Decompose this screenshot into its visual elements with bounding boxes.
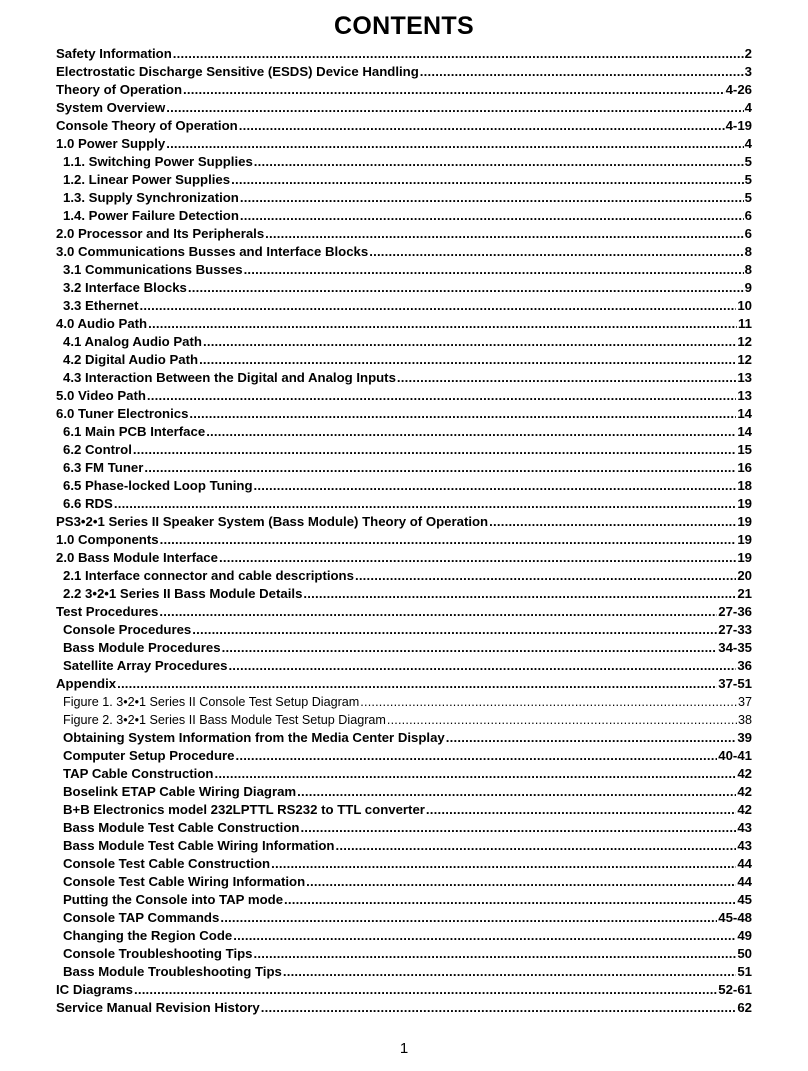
table-of-contents — [56, 45, 752, 1017]
dot-leader — [446, 729, 737, 747]
toc-entry[interactable] — [56, 117, 752, 135]
dot-leader — [420, 63, 744, 81]
toc-entry-label: 3.1 Communications Busses — [63, 262, 243, 277]
toc-entry[interactable] — [56, 567, 752, 585]
dot-leader — [214, 765, 736, 783]
toc-entry[interactable] — [56, 765, 752, 783]
dot-leader — [261, 999, 737, 1017]
toc-entry[interactable] — [56, 261, 752, 279]
dot-leader — [426, 801, 736, 819]
toc-entry[interactable] — [56, 891, 752, 909]
toc-entry-page: 43 — [737, 838, 752, 853]
toc-entry-label: 2.2 3•2•1 Series II Bass Module Details — [63, 586, 303, 601]
toc-entry[interactable] — [56, 747, 752, 765]
toc-entry[interactable] — [56, 873, 752, 891]
dot-leader — [114, 495, 736, 513]
toc-entry-label: Test Procedures — [56, 604, 159, 619]
toc-entry[interactable] — [56, 999, 752, 1017]
toc-entry-label: Bass Module Test Cable Wiring Information — [63, 838, 335, 853]
toc-entry[interactable] — [56, 81, 752, 99]
toc-entry-label: Console Procedures — [63, 622, 192, 637]
toc-entry-label: 6.1 Main PCB Interface — [63, 424, 206, 439]
toc-entry-label: 4.3 Interaction Between the Digital and Analog Inputs — [63, 370, 396, 385]
toc-entry-label: Bass Module Test Cable Construction — [63, 820, 300, 835]
toc-entry-page: 16 — [737, 460, 752, 475]
toc-entry-label: Safety Information — [56, 46, 172, 61]
toc-entry-page: 40-41 — [718, 748, 752, 763]
dot-leader — [397, 369, 736, 387]
toc-entry-label: B+B Electronics model 232LPTTL RS232 to TTL converter — [63, 802, 425, 817]
toc-entry-label: Boselink ETAP Cable Wiring Diagram — [63, 784, 297, 799]
toc-entry-label: Theory of Operation — [56, 82, 183, 97]
toc-entry-page: 39 — [737, 730, 752, 745]
dot-leader — [166, 135, 743, 153]
toc-entry[interactable] — [56, 819, 752, 837]
toc-entry-page: 3 — [744, 64, 752, 79]
toc-entry[interactable] — [56, 621, 752, 639]
toc-entry-label: Satellite Array Procedures — [63, 658, 228, 673]
toc-entry[interactable] — [56, 171, 752, 189]
dot-leader — [140, 297, 737, 315]
toc-entry-page: 19 — [737, 532, 752, 547]
toc-entry[interactable] — [56, 351, 752, 369]
toc-entry-page: 18 — [737, 478, 752, 493]
toc-entry-page: 62 — [737, 1000, 752, 1015]
toc-entry-page: 5 — [744, 154, 752, 169]
toc-entry[interactable] — [56, 639, 752, 657]
toc-entry-label: Service Manual Revision History — [56, 1000, 260, 1015]
dot-leader — [240, 189, 744, 207]
toc-entry[interactable] — [56, 783, 752, 801]
dot-leader — [300, 819, 736, 837]
toc-entry[interactable] — [56, 657, 752, 675]
toc-entry-page: 36 — [737, 658, 752, 673]
dot-leader — [188, 279, 744, 297]
dot-leader — [283, 963, 736, 981]
toc-entry-label: Console Troubleshooting Tips — [63, 946, 253, 961]
toc-entry-page: 13 — [737, 370, 752, 385]
toc-entry-page: 10 — [737, 298, 752, 313]
dot-leader — [222, 639, 718, 657]
toc-entry-page: 42 — [737, 802, 752, 817]
toc-entry[interactable] — [56, 585, 752, 603]
toc-entry[interactable] — [56, 477, 752, 495]
toc-entry-label: PS3•2•1 Series II Speaker System (Bass Module) Theory of Operation — [56, 514, 489, 529]
toc-entry-page: 52-61 — [718, 982, 752, 997]
toc-entry-label: 1.3. Supply Synchronization — [63, 190, 239, 205]
toc-entry-label: 4.0 Audio Path — [56, 316, 148, 331]
dot-leader — [254, 477, 737, 495]
dot-leader — [192, 621, 717, 639]
toc-entry-page: 43 — [737, 820, 752, 835]
toc-entry-label: 1.2. Linear Power Supplies — [63, 172, 231, 187]
dot-leader — [228, 657, 736, 675]
toc-entry-label: System Overview — [56, 100, 166, 115]
toc-entry[interactable] — [56, 99, 752, 117]
toc-entry-page: 51 — [737, 964, 752, 979]
toc-entry-label: Changing the Region Code — [63, 928, 233, 943]
dot-leader — [355, 567, 736, 585]
toc-entry-page: 27-33 — [718, 622, 752, 637]
toc-entry[interactable] — [56, 243, 752, 261]
toc-entry-page: 5 — [744, 190, 752, 205]
toc-entry-label: 3.0 Communications Busses and Interface Blocks — [56, 244, 369, 259]
toc-entry-page: 42 — [737, 766, 752, 781]
toc-entry-page: 13 — [737, 388, 752, 403]
dot-leader — [335, 837, 736, 855]
toc-entry-label: 1.4. Power Failure Detection — [63, 208, 239, 223]
toc-entry-page: 14 — [737, 424, 752, 439]
dot-leader — [134, 981, 717, 999]
toc-entry[interactable] — [56, 153, 752, 171]
toc-entry-page: 50 — [737, 946, 752, 961]
toc-entry-page: 8 — [744, 262, 752, 277]
toc-entry-label: 5.0 Video Path — [56, 388, 146, 403]
toc-entry-page: 9 — [744, 280, 752, 295]
dot-leader — [199, 351, 736, 369]
toc-entry[interactable] — [56, 333, 752, 351]
dot-leader — [489, 513, 736, 531]
toc-entry-label: 1.0 Power Supply — [56, 136, 166, 151]
page-number: 1 — [399, 1040, 409, 1057]
toc-entry[interactable] — [56, 387, 752, 405]
toc-entry-label: 6.3 FM Tuner — [63, 460, 144, 475]
dot-leader — [284, 891, 736, 909]
dot-leader — [159, 603, 717, 621]
dot-leader — [387, 711, 737, 729]
toc-entry-label: 1.1. Switching Power Supplies — [63, 154, 253, 169]
toc-entry-page: 12 — [737, 352, 752, 367]
toc-entry-page: 45 — [737, 892, 752, 907]
dot-leader — [219, 549, 736, 567]
toc-entry-label: Computer Setup Procedure — [63, 748, 235, 763]
toc-entry[interactable] — [56, 315, 752, 333]
toc-entry-page: 19 — [737, 514, 752, 529]
toc-entry-label: 4.2 Digital Audio Path — [63, 352, 199, 367]
toc-entry[interactable] — [56, 63, 752, 81]
toc-entry-label: Bass Module Troubleshooting Tips — [63, 964, 282, 979]
toc-entry[interactable] — [56, 855, 752, 873]
toc-entry-page: 6 — [744, 226, 752, 241]
toc-entry[interactable] — [56, 189, 752, 207]
toc-entry-page: 19 — [737, 496, 752, 511]
dot-leader — [239, 117, 725, 135]
dot-leader — [231, 171, 744, 189]
toc-entry-label: Console TAP Commands — [63, 910, 220, 925]
dot-leader — [173, 45, 744, 63]
toc-entry[interactable] — [56, 405, 752, 423]
toc-entry-page: 44 — [737, 856, 752, 871]
dot-leader — [117, 675, 717, 693]
toc-entry-page: 6 — [744, 208, 752, 223]
toc-entry-label: 6.2 Control — [63, 442, 132, 457]
toc-entry-label: Console Test Cable Construction — [63, 856, 271, 871]
toc-entry-label: 3.3 Ethernet — [63, 298, 139, 313]
toc-entry-page: 4 — [744, 136, 752, 151]
dot-leader — [166, 99, 743, 117]
toc-entry-label: Obtaining System Information from the Media Center Display — [63, 730, 445, 745]
toc-entry-page: 37-51 — [718, 676, 752, 691]
dot-leader — [254, 945, 737, 963]
toc-entry-page: 12 — [737, 334, 752, 349]
dot-leader — [144, 459, 736, 477]
dot-leader — [271, 855, 736, 873]
toc-entry-label: 4.1 Analog Audio Path — [63, 334, 202, 349]
toc-entry[interactable] — [56, 603, 752, 621]
toc-entry-label: 2.1 Interface connector and cable descriptions — [63, 568, 354, 583]
toc-entry-page: 44 — [737, 874, 752, 889]
dot-leader — [148, 315, 737, 333]
dot-leader — [360, 693, 737, 711]
toc-entry[interactable] — [56, 531, 752, 549]
toc-entry[interactable] — [56, 981, 752, 999]
toc-entry-page: 34-35 — [718, 640, 752, 655]
dot-leader — [183, 81, 725, 99]
dot-leader — [147, 387, 736, 405]
toc-entry[interactable] — [56, 207, 752, 225]
toc-entry[interactable] — [56, 135, 752, 153]
toc-entry[interactable] — [56, 963, 752, 981]
toc-entry[interactable] — [56, 441, 752, 459]
toc-entry[interactable] — [56, 927, 752, 945]
toc-entry-page: 4-26 — [725, 82, 752, 97]
toc-entry[interactable] — [56, 513, 752, 531]
page-title: CONTENTS — [334, 12, 474, 40]
dot-leader — [297, 783, 736, 801]
toc-entry-label: IC Diagrams — [56, 982, 133, 997]
toc-entry-page: 5 — [744, 172, 752, 187]
toc-entry[interactable] — [56, 297, 752, 315]
dot-leader — [254, 153, 744, 171]
toc-entry-page: 8 — [744, 244, 752, 259]
toc-entry-label: TAP Cable Construction — [63, 766, 214, 781]
toc-entry[interactable] — [56, 45, 752, 63]
dot-leader — [244, 261, 744, 279]
dot-leader — [233, 927, 736, 945]
toc-entry-label: Putting the Console into TAP mode — [63, 892, 284, 907]
toc-entry[interactable] — [56, 693, 752, 711]
dot-leader — [160, 531, 737, 549]
toc-entry[interactable] — [56, 801, 752, 819]
toc-entry-page: 14 — [737, 406, 752, 421]
toc-entry[interactable] — [56, 279, 752, 297]
dot-leader — [240, 207, 744, 225]
dot-leader — [203, 333, 736, 351]
toc-entry[interactable] — [56, 549, 752, 567]
dot-leader — [189, 405, 736, 423]
toc-entry-label: Electrostatic Discharge Sensitive (ESDS) Device Handling — [56, 64, 419, 79]
toc-entry-label: 6.5 Phase-locked Loop Tuning — [63, 478, 253, 493]
toc-entry-label: Console Theory of Operation — [56, 118, 238, 133]
toc-entry-label: 3.2 Interface Blocks — [63, 280, 187, 295]
toc-entry-page: 27-36 — [718, 604, 752, 619]
toc-entry-label: 6.6 RDS — [63, 496, 113, 511]
toc-entry-page: 2 — [744, 46, 752, 61]
toc-entry-page: 4-19 — [725, 118, 752, 133]
toc-entry-label: Bass Module Procedures — [63, 640, 221, 655]
toc-entry-page: 11 — [738, 316, 752, 331]
toc-entry[interactable] — [56, 459, 752, 477]
toc-entry[interactable] — [56, 369, 752, 387]
toc-entry-label: Figure 1. 3•2•1 Series II Console Test Setup Diagram — [63, 695, 360, 709]
dot-leader — [220, 909, 717, 927]
toc-entry-label: Appendix — [56, 676, 117, 691]
toc-entry-label: 2.0 Processor and Its Peripherals — [56, 226, 265, 241]
dot-leader — [265, 225, 743, 243]
toc-entry[interactable] — [56, 711, 752, 729]
toc-entry-page: 19 — [737, 550, 752, 565]
toc-entry-label: Figure 2. 3•2•1 Series II Bass Module Test Setup Diagram — [63, 713, 386, 727]
toc-entry-page: 15 — [737, 442, 752, 457]
toc-entry-page: 21 — [737, 586, 752, 601]
dot-leader — [303, 585, 736, 603]
toc-entry-label: 2.0 Bass Module Interface — [56, 550, 218, 565]
toc-entry-page: 42 — [737, 784, 752, 799]
toc-entry-label: Console Test Cable Wiring Information — [63, 874, 306, 889]
toc-entry[interactable] — [56, 909, 752, 927]
toc-entry[interactable] — [56, 729, 752, 747]
toc-entry[interactable] — [56, 495, 752, 513]
toc-entry-label: 6.0 Tuner Electronics — [56, 406, 189, 421]
toc-entry-page: 38 — [737, 713, 752, 727]
toc-entry[interactable] — [56, 945, 752, 963]
dot-leader — [235, 747, 717, 765]
dot-leader — [133, 441, 736, 459]
toc-entry-page: 20 — [737, 568, 752, 583]
toc-entry[interactable] — [56, 675, 752, 693]
toc-entry-page: 4 — [744, 100, 752, 115]
dot-leader — [306, 873, 736, 891]
toc-entry-page: 37 — [737, 695, 752, 709]
toc-entry[interactable] — [56, 225, 752, 243]
toc-entry-page: 49 — [737, 928, 752, 943]
toc-entry-label: 1.0 Components — [56, 532, 159, 547]
dot-leader — [369, 243, 743, 261]
toc-entry[interactable] — [56, 837, 752, 855]
toc-entry-page: 45-48 — [718, 910, 752, 925]
dot-leader — [206, 423, 736, 441]
toc-entry[interactable] — [56, 423, 752, 441]
